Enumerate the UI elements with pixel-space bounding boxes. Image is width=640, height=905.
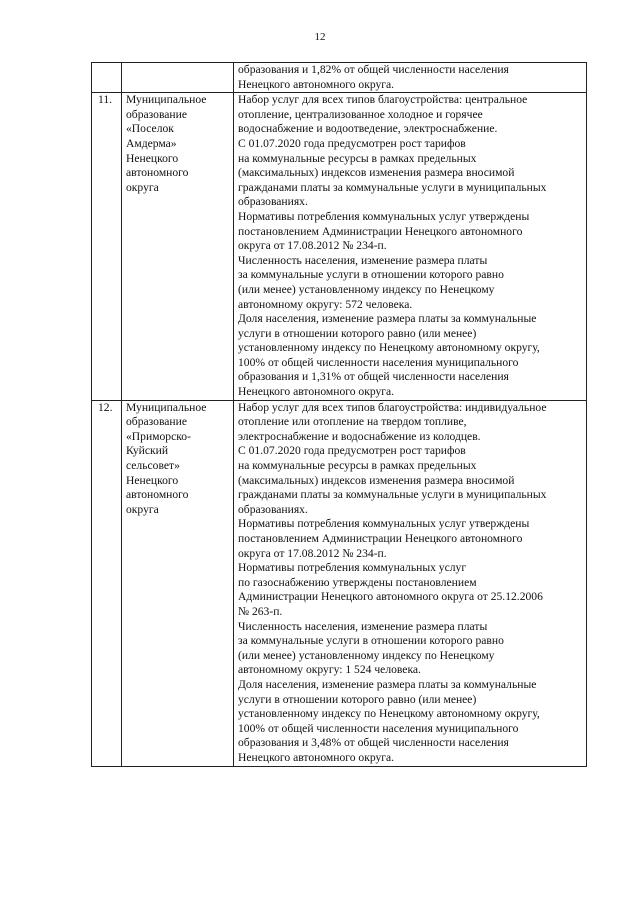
desc-line: Ненецкого автономного округа. bbox=[238, 77, 395, 91]
desc-line: Набор услуг для всех типов благоустройства: центральное bbox=[238, 93, 528, 107]
desc-line: автономному округу: 1 524 человека. bbox=[238, 663, 421, 677]
desc-line: округа от 17.08.2012 № 234-п. bbox=[238, 546, 387, 560]
cell-row-number: 11. bbox=[92, 93, 122, 400]
desc-line: услуги в отношении которого равно (или менее) bbox=[238, 692, 477, 706]
cell-description bbox=[234, 63, 587, 93]
desc-line: Численность населения, изменение размера платы bbox=[238, 253, 488, 267]
desc-line: образования и 1,31% от общей численности населения bbox=[238, 370, 509, 384]
desc-line: Доля населения, изменение размера платы за коммунальные bbox=[238, 677, 537, 691]
name-line: округа bbox=[126, 502, 159, 516]
desc-line: Доля населения, изменение размера платы за коммунальные bbox=[238, 312, 537, 326]
desc-line: образованиях. bbox=[238, 502, 308, 516]
name-line: Ненецкого bbox=[126, 151, 179, 165]
desc-line: образованиях. bbox=[238, 195, 308, 209]
desc-line: за коммунальные услуги в отношении которого равно bbox=[238, 634, 504, 648]
desc-line: отопление, централизованное холодное и горячее bbox=[238, 107, 483, 121]
name-line: Амдерма» bbox=[126, 136, 177, 150]
cell-description bbox=[234, 93, 587, 400]
desc-line: постановлением Администрации Ненецкого автономного bbox=[238, 532, 523, 545]
desc-line: 100% от общей численности населения муниципального bbox=[238, 355, 519, 369]
name-line: Муниципальное bbox=[126, 400, 207, 414]
desc-line: электроснабжение и водоснабжение из колодцев. bbox=[238, 429, 481, 443]
table-row-11 bbox=[92, 93, 587, 400]
name-line: Муниципальное bbox=[126, 93, 207, 107]
desc-line: С 01.07.2020 года предусмотрен рост тарифов bbox=[238, 136, 466, 150]
desc-line: Администрации Ненецкого автономного округа от 25.12.2006 bbox=[238, 590, 543, 604]
desc-line: Численность населения, изменение размера платы bbox=[238, 619, 488, 633]
table-row-continuation bbox=[92, 63, 587, 93]
table-row-12 bbox=[92, 400, 587, 766]
desc-line: Нормативы потребления коммунальных услуг bbox=[238, 561, 467, 575]
desc-line: Нормативы потребления коммунальных услуг утверждены bbox=[238, 209, 530, 223]
name-line: образование bbox=[126, 107, 187, 121]
name-line: автономного bbox=[126, 488, 189, 502]
desc-line: образования и 3,48% от общей численности населения bbox=[238, 736, 509, 750]
tariff-table bbox=[91, 62, 587, 767]
name-line: Ненецкого bbox=[126, 473, 179, 487]
desc-line: Ненецкого автономного округа. bbox=[238, 385, 395, 399]
name-line: образование bbox=[126, 415, 187, 429]
name-line: сельсовет» bbox=[126, 459, 180, 473]
name-line: округа bbox=[126, 180, 159, 194]
desc-line: № 263-п. bbox=[238, 604, 283, 618]
desc-line: Набор услуг для всех типов благоустройства: индивидуальное bbox=[238, 400, 547, 414]
desc-line: гражданами платы за коммунальные услуги в муниципальных bbox=[238, 488, 547, 502]
cell-num-empty bbox=[92, 63, 122, 93]
cell-municipality bbox=[122, 400, 234, 766]
desc-line: за коммунальные услуги в отношении которого равно bbox=[238, 268, 504, 282]
desc-line: 100% от общей численности населения муниципального bbox=[238, 721, 519, 735]
cell-row-number: 12. bbox=[92, 400, 122, 766]
desc-line: (максимальных) индексов изменения размера вносимой bbox=[238, 166, 515, 180]
desc-line: образования и 1,82% от общей численности населения bbox=[238, 63, 509, 76]
desc-line: (или менее) установленному индексу по Ненецкому bbox=[238, 282, 495, 296]
desc-line: на коммунальные ресурсы в рамках предельных bbox=[238, 151, 477, 165]
desc-line: водоснабжение и водоотведение, электроснабжение. bbox=[238, 122, 498, 136]
desc-line: по газоснабжению утверждены постановлением bbox=[238, 575, 477, 589]
desc-line: Ненецкого автономного округа. bbox=[238, 750, 395, 764]
desc-line: установленному индексу по Ненецкому автономному округу, bbox=[238, 707, 540, 721]
desc-line: установленному индексу по Ненецкому автономному округу, bbox=[238, 341, 540, 355]
desc-line: на коммунальные ресурсы в рамках предельных bbox=[238, 459, 477, 473]
desc-line: (максимальных) индексов изменения размера вносимой bbox=[238, 473, 515, 487]
desc-line: автономному округу: 572 человека. bbox=[238, 297, 413, 311]
desc-line: округа от 17.08.2012 № 234-п. bbox=[238, 239, 387, 253]
desc-line: отопление или отопление на твердом топливе, bbox=[238, 415, 467, 429]
desc-line: Нормативы потребления коммунальных услуг утверждены bbox=[238, 517, 530, 531]
name-line: автономного bbox=[126, 166, 189, 180]
cell-name-empty bbox=[122, 63, 234, 93]
cell-description bbox=[234, 400, 587, 766]
name-line: «Приморско- bbox=[126, 429, 191, 443]
page-number: 12 bbox=[314, 31, 326, 43]
desc-line: гражданами платы за коммунальные услуги в муниципальных bbox=[238, 180, 547, 194]
desc-line: постановлением Администрации Ненецкого автономного bbox=[238, 224, 523, 238]
name-line: «Поселок bbox=[126, 122, 174, 136]
desc-line: (или менее) установленному индексу по Ненецкому bbox=[238, 648, 495, 662]
cell-municipality bbox=[122, 93, 234, 400]
desc-line: услуги в отношении которого равно (или менее) bbox=[238, 326, 477, 340]
desc-line: С 01.07.2020 года предусмотрен рост тарифов bbox=[238, 444, 466, 458]
name-line: Куйский bbox=[126, 444, 169, 458]
